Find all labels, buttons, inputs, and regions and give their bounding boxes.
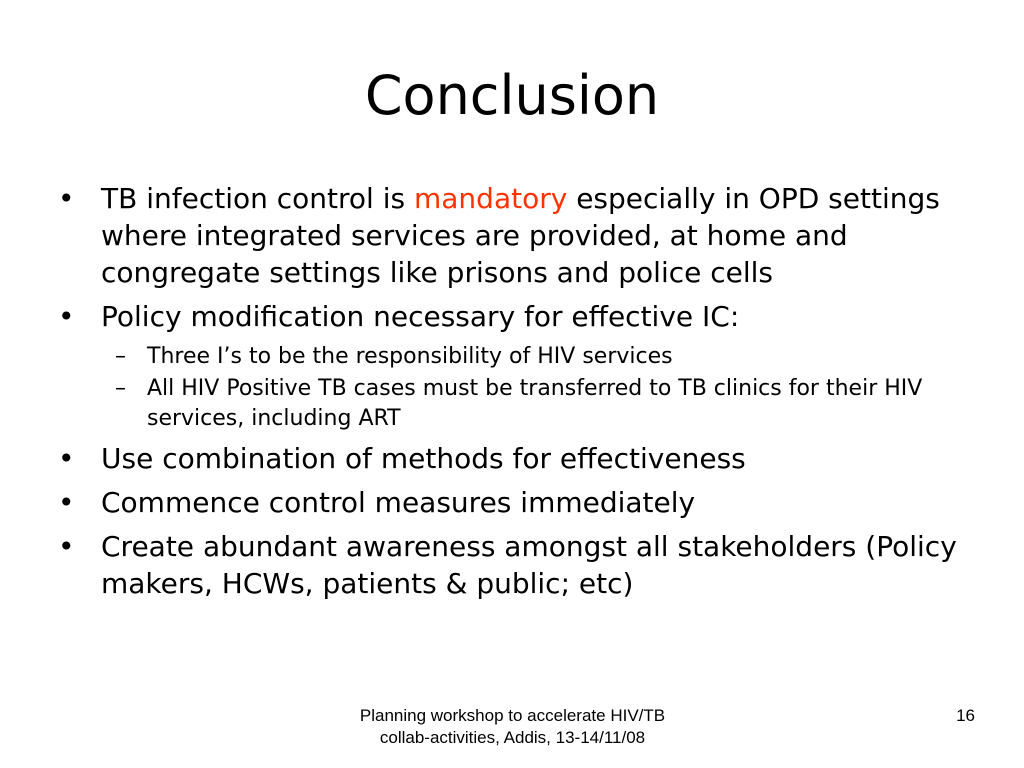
sub-bullet-item [58, 342, 958, 372]
bullet-marker: • [58, 182, 75, 215]
page-number: 16 [956, 706, 975, 725]
bullet-text: Create abundant awareness amongst all stakeholders (Policy makers, HCWs, patients & public; etc) [101, 530, 957, 600]
slide-footer: Planning workshop to accelerate HIV/TB collab-activities, Addis, 13-14/11/08 [359, 706, 666, 747]
bullet-marker: • [58, 486, 75, 519]
bullet-text: Policy modification necessary for effective IC: [101, 300, 740, 333]
sub-bullet-text: Three I’s to be the responsibility of HIV services [147, 344, 673, 369]
bullet-text: TB infection control is [101, 182, 414, 215]
bullet-item [58, 298, 958, 335]
bullet-item [58, 180, 958, 291]
sub-bullet-marker: – [115, 376, 126, 401]
slide-title: Conclusion [364, 64, 660, 127]
bullet-marker: • [58, 442, 75, 475]
bullet-marker: • [58, 300, 75, 333]
bullet-text: Use combination of methods for effectiveness [101, 442, 746, 475]
bullet-text: Commence control measures immediately [101, 486, 696, 519]
bullet-item [58, 484, 958, 521]
sub-bullet-marker: – [115, 344, 126, 369]
sub-bullet-list [58, 342, 958, 434]
sub-bullet-text: All HIV Positive TB cases must be transferred to TB clinics for their HIV services, including ART [147, 376, 923, 431]
highlighted-word: mandatory [413, 182, 568, 215]
bullet-text: especially in OPD settings where integrated services are provided, at home and congregate settings like prisons and police cells [101, 182, 940, 289]
bullet-marker: • [58, 530, 75, 563]
bullet-list [58, 180, 958, 609]
bullet-item [58, 440, 958, 477]
bullet-item [58, 528, 958, 602]
sub-bullet-item [58, 374, 958, 434]
